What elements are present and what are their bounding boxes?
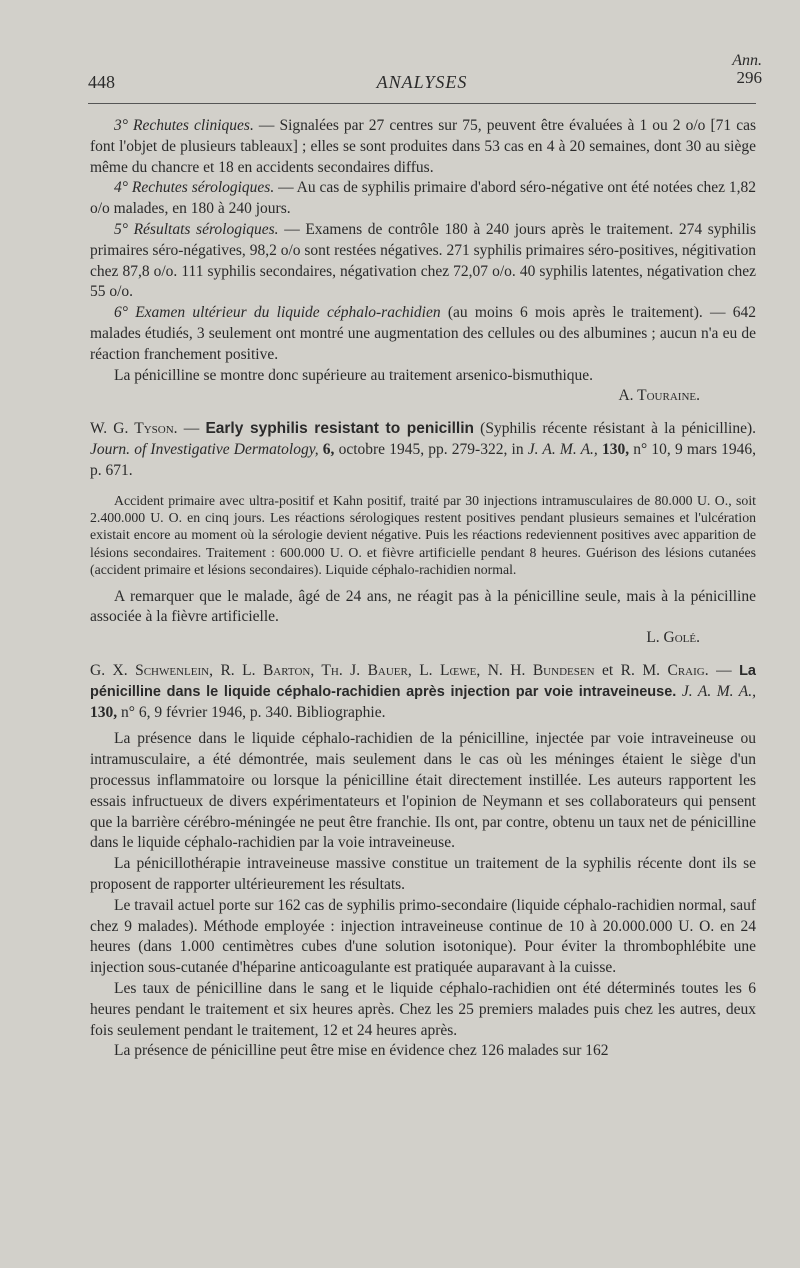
paragraph-penicillotherapie: La pénicillothérapie intraveineuse massive constitue un traitement de la syphilis récente dont ils se proposent de rapporter ultérieurement les résultats. xyxy=(90,855,756,893)
ref-tail: octobre 1945, pp. 279-322, in xyxy=(334,440,528,458)
page-body xyxy=(90,116,756,1062)
reference-schwenlein xyxy=(90,661,756,723)
item-text: (au moins 6 mois après le traitement). — 642 malades étudiés, 3 seulement ont montré une augmentation des cellules ou des albumines ; aucun n'a eu de réaction franchement positive. xyxy=(90,304,757,363)
spacer xyxy=(90,482,756,492)
jama-tail: n° 6, 9 février 1946, p. 340. Bibliographie. xyxy=(117,703,386,721)
spacer xyxy=(90,649,756,661)
jama-volume: 130, xyxy=(90,703,118,721)
author-names: G. X. Schwenlein, R. L. Barton, Th. J. Bauer, L. Lœwe, N. H. Bundesen xyxy=(90,661,595,679)
journal-name: Journ. of Investigative Dermatology, xyxy=(90,440,319,458)
ann-label: Ann. xyxy=(732,52,762,69)
paragraph-travail-actuel: Le travail actuel porte sur 162 cas de syphilis primo-secondaire (liquide céphalo-rachidien normal, sauf chez 9 malades). Méthode employée : injection intraveineuse continue de 10 à 20.000.000 U. O. en 24 heures (dans 1.000 centimètres cubes d'une solution isotonique). Pour éviter la thrombophlébite une injection sous-cutanée d'héparine anticoagulante est pratiquée auparavant à la cuisse. xyxy=(90,896,756,977)
spacer xyxy=(90,579,756,587)
author-name: W. G. Tyson. xyxy=(90,420,178,438)
paragraph-taux: Les taux de pénicilline dans le sang et le liquide céphalo-rachidien ont été déterminés toutes les 6 heures pendant le traitement et six heures après. Chez les 25 premiers malades puis chez les autres, deux fois seulement pendant le traitement, 12 et 24 heures après. xyxy=(90,979,756,1039)
item-label: 4° Rechutes sérologiques. xyxy=(114,179,275,197)
paragraph-conclusion: La pénicilline se montre donc supérieure au traitement arsenico-bismuthique. xyxy=(114,366,594,384)
header-rule xyxy=(88,103,756,104)
paragraph-presence-penicilline: La présence de pénicilline peut être mise en évidence chez 126 malades sur 162 xyxy=(114,1042,609,1060)
paragraph-examen-liquide xyxy=(90,303,756,365)
paragraph-rechutes-cliniques xyxy=(90,116,756,178)
spacer xyxy=(90,407,756,419)
author-last: R. M. Craig. xyxy=(620,661,709,679)
item-label: 5° Résultats sérologiques. xyxy=(114,220,279,238)
item-text: — Signalées par 27 centres sur 75, peuvent être évaluées à 1 ou 2 o/o [71 cas font l'objet de plusieurs tableaux] ; elles se sont produites dans 53 cas en 4 à 20 semaines, dont 30 au siège même du chancre et 18 en accidents secondaires diffus. xyxy=(90,117,756,176)
running-title: ANALYSES xyxy=(376,72,468,92)
signature-touraine: A. Touraine. xyxy=(618,387,700,405)
reference-tyson xyxy=(90,419,756,481)
ref-text: (Syphilis récente résistant à la pénicilline). xyxy=(473,420,757,438)
page-header xyxy=(88,72,756,96)
remark-tyson: A remarquer que le malade, âgé de 24 ans, ne réagit pas à la pénicilline seule, mais à la pénicilline associée à la fièvre artificielle. xyxy=(90,587,756,626)
dash: — xyxy=(177,420,206,438)
signature-gole: L. Golé. xyxy=(646,629,700,647)
item-label: 6° Examen ultérieur du liquide céphalo-rachidien xyxy=(114,304,441,322)
paragraph-rechutes-serologiques xyxy=(90,178,756,220)
jama-name: J. A. M. A., xyxy=(527,440,598,458)
item-label: 3° Rechutes cliniques. xyxy=(114,117,254,134)
article-title: La pénicilline dans le liquide céphalo-rachidien après injection par voie intraveineuse. xyxy=(90,662,756,700)
paragraph-resultats-serologiques xyxy=(90,220,756,303)
ann-number: 296 xyxy=(736,68,762,87)
jama-name: J. A. M. A., xyxy=(676,682,756,700)
jama-volume: 130, xyxy=(597,440,630,458)
and-word: et xyxy=(594,661,621,679)
item-text: — Au cas de syphilis primaire d'abord séro-négative ont été notées chez 1,82 o/o malades, en 180 à 240 jours. xyxy=(90,179,756,218)
dash: — xyxy=(708,661,740,679)
summary-block xyxy=(90,492,756,579)
page-number: 448 xyxy=(88,72,115,92)
item-text: — Examens de contrôle 180 à 240 jours après le traitement. 274 syphilis primaires séro-négatives, 98,2 o/o sont restées négatives. 271 syphilis primaires séro-positives, négitivation chez 87,8 o/o. 111 syphilis secondaires, négativation chez 72,07 o/o. 40 syphilis latentes, négativation chez 55 o/o. xyxy=(90,220,756,301)
article-title: Early syphilis resistant to penicillin xyxy=(205,420,474,438)
jama-tail: n° 10, 9 mars 1946, p. 671. xyxy=(90,440,757,479)
journal-volume: 6, xyxy=(318,440,335,458)
paragraph-presence: La présence dans le liquide céphalo-rachidien de la pénicilline, injectée par voie intraveineuse ou intramusculaire, a été démontrée, mais seulement dans le cas où les méninges étaient le siège d'un processus inflammatoire ou lorsque la pénicilline était directement instillée. Les auteurs rapportent les essais infructueux de divers expérimentateurs et l'opinion de Neymann et ses collaborateurs qui pensent que la barrière cérébro-méningée ne peut être franchie. Ils ont, par contre, obtenu un taux net de pénicilline dans le liquide céphalo-rachidien par la voie intraveineuse. xyxy=(90,730,756,852)
summary-tyson: Accident primaire avec ultra-positif et Kahn positif, traité par 30 injections intramusculaires de 80.000 U. O., soit 2.400.000 U. O. en cinq jours. Les réactions sérologiques restent positives pendant plusieurs semaines et l'ulcération existait encore au moment où la sérologie devient négative. Puis les réactions redeviennent positives avec apparition de lésions secondaires. Traitement : 600.000 U. O. et fièvre artificielle pendant 8 heures. Guérison des lésions cutanées (accident primaire et lésions secondaires). Liquide céphalo-rachidien normal. xyxy=(90,492,756,578)
